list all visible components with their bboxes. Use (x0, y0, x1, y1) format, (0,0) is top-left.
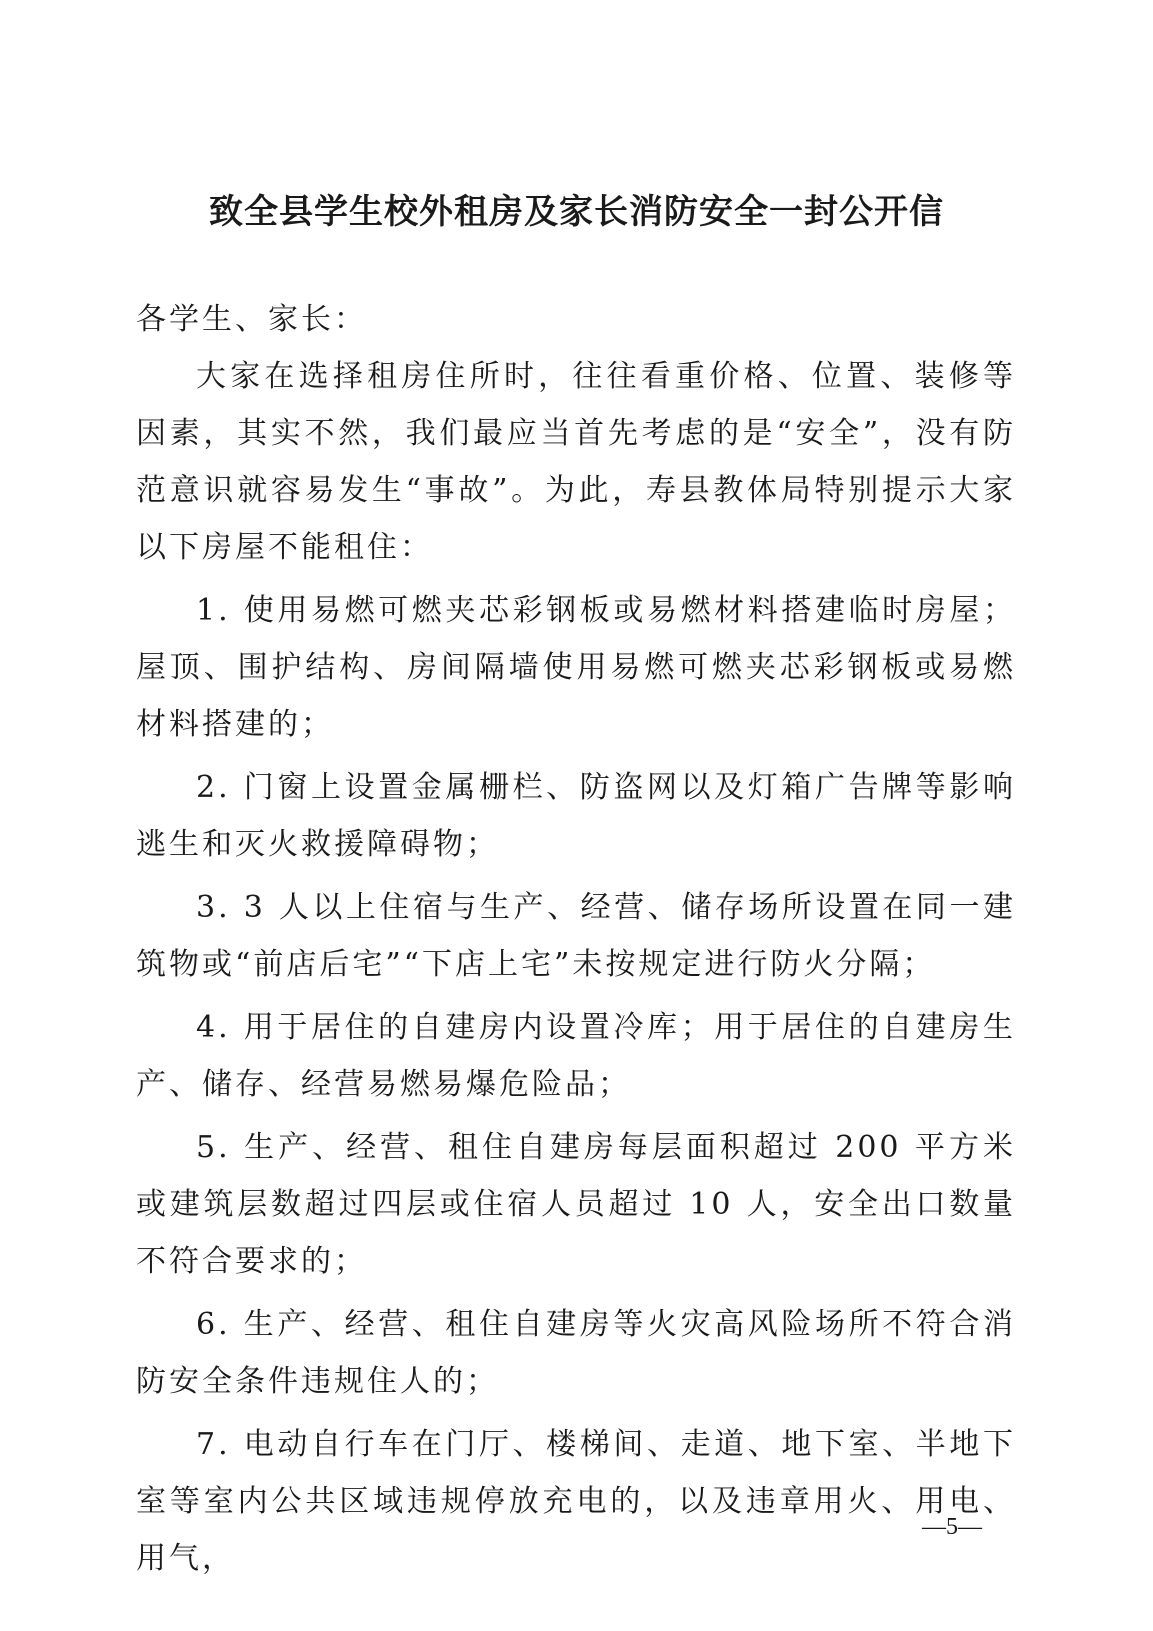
document-title: 致全县学生校外租房及家长消防安全一封公开信 (209, 192, 944, 232)
list-item-5: 5. 生产、经营、租住自建房每层面积超过 200 平方米或建筑层数超过四层或住宿人员超过 10 人，安全出口数量不符合要求的； (136, 1130, 1016, 1279)
document-body (136, 291, 1016, 1587)
list-item-6: 6. 生产、经营、租住自建房等火灾高风险场所不符合消防安全条件违规住人的； (136, 1307, 1016, 1399)
salutation: 各学生、家长： (136, 302, 367, 337)
list-item-3: 3. 3 人以上住宿与生产、经营、储存场所设置在同一建筑物或“前店后宅”“下店上宅”未按规定进行防火分隔； (136, 890, 1016, 982)
list-item-4: 4. 用于居住的自建房内设置冷库；用于居住的自建房生产、储存、经营易燃易爆危险品； (136, 1010, 1016, 1102)
list-item-2: 2. 门窗上设置金属栅栏、防盗网以及灯箱广告牌等影响逃生和灭火救援障碍物； (136, 770, 1016, 862)
list-item-1: 1. 使用易燃可燃夹芯彩钢板或易燃材料搭建临时房屋；屋顶、围护结构、房间隔墙使用易燃可燃夹芯彩钢板或易燃材料搭建的； (136, 593, 1016, 742)
page-number: —5— (922, 1514, 982, 1540)
list-item-7: 7. 电动自行车在门厅、楼梯间、走道、地下室、半地下室等室内公共区域违规停放充电的，以及违章用火、用电、用气， (136, 1427, 1016, 1576)
intro-paragraph: 大家在选择租房住所时，往往看重价格、位置、装修等因素，其实不然，我们最应当首先考虑的是“安全”，没有防范意识就容易发生“事故”。为此，寿县教体局特别提示大家以下房屋不能租住： (136, 359, 1016, 565)
